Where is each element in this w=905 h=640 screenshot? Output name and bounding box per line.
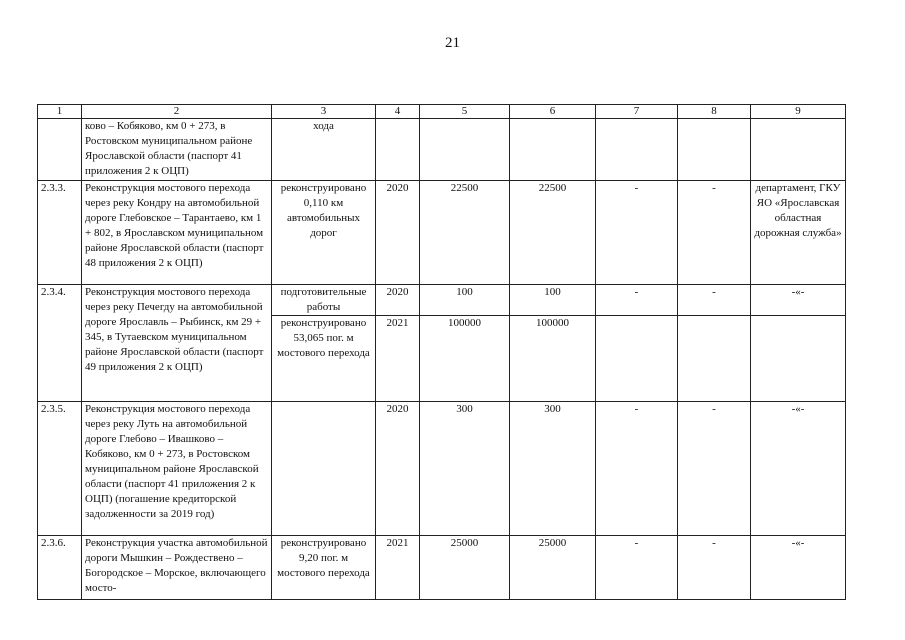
column-header: 1 (38, 105, 82, 119)
regional-budget: 100 (510, 285, 596, 316)
regional-budget (510, 119, 596, 181)
total-amount: 25000 (420, 536, 510, 600)
table-row (38, 285, 846, 316)
expected-result: реконструировано 53,065 пог. м мостового перехода (272, 316, 376, 402)
other-sources (678, 119, 751, 181)
expected-result: хода (272, 119, 376, 181)
column-header: 3 (272, 105, 376, 119)
column-number-row (38, 105, 846, 119)
column-header: 8 (678, 105, 751, 119)
federal-budget (596, 119, 678, 181)
regional-budget: 100000 (510, 316, 596, 402)
column-header: 2 (82, 105, 272, 119)
table-row (38, 119, 846, 181)
row-number: 2.3.4. (38, 285, 82, 402)
other-sources: - (678, 402, 751, 536)
program-table (37, 104, 846, 600)
table-row (38, 402, 846, 536)
regional-budget: 22500 (510, 181, 596, 285)
measure-name: Реконструкция мостового перехода через реку Луть на автомобильной дороге Глебово – Ивашково – Кобяково, км 0 + 273, в Ростовском муниципальном районе Ярославской области (паспорт 41 приложения 2 к ОЦП) (погашение кредиторской задолженности за 2019 год) (82, 402, 272, 536)
total-amount: 100000 (420, 316, 510, 402)
executor: -«- (751, 402, 846, 536)
federal-budget: - (596, 285, 678, 316)
column-header: 7 (596, 105, 678, 119)
total-amount: 100 (420, 285, 510, 316)
year: 2020 (376, 181, 420, 285)
table-row (38, 536, 846, 600)
column-header: 5 (420, 105, 510, 119)
page-number: 21 (445, 35, 460, 51)
column-header: 4 (376, 105, 420, 119)
federal-budget: - (596, 536, 678, 600)
other-sources: - (678, 536, 751, 600)
other-sources: - (678, 181, 751, 285)
regional-budget: 300 (510, 402, 596, 536)
expected-result: подготовительные работы (272, 285, 376, 316)
regional-budget: 25000 (510, 536, 596, 600)
measure-name: Реконструкция мостового перехода через реку Кондру на автомобильной дороге Глебовское – Тарантаево, км 1 + 802, в Ярославском муниципальном районе Ярославской области (паспорт 48 приложения 2 к ОЦП) (82, 181, 272, 285)
year (376, 119, 420, 181)
federal-budget (596, 316, 678, 402)
measure-name: Реконструкция мостового перехода через реку Печегду на автомобильной дороге Ярославль – Рыбинск, км 29 + 345, в Тутаевском муниципальном районе Ярославской области (паспорт 49 приложения 2 к ОЦП) (82, 285, 272, 402)
federal-budget: - (596, 181, 678, 285)
row-number: 2.3.5. (38, 402, 82, 536)
measure-name: Реконструкция участка автомобильной дороги Мышкин – Рождествено – Богородское – Морское, включающего мосто- (82, 536, 272, 600)
year: 2021 (376, 316, 420, 402)
executor: -«- (751, 536, 846, 600)
total-amount (420, 119, 510, 181)
column-header: 6 (510, 105, 596, 119)
row-number: 2.3.3. (38, 181, 82, 285)
other-sources (678, 316, 751, 402)
table-row (38, 181, 846, 285)
measure-name: ково – Кобяково, км 0 + 273, в Ростовском муниципальном районе Ярославской области (паспорт 41 приложения 2 к ОЦП) (82, 119, 272, 181)
expected-result: реконструировано 0,110 км автомобильных дорог (272, 181, 376, 285)
executor (751, 119, 846, 181)
total-amount: 300 (420, 402, 510, 536)
federal-budget: - (596, 402, 678, 536)
row-number (38, 119, 82, 181)
expected-result: реконструировано 9,20 пог. м мостового перехода (272, 536, 376, 600)
other-sources: - (678, 285, 751, 316)
executor: департамент, ГКУ ЯО «Ярославская областная дорожная служба» (751, 181, 846, 285)
year: 2021 (376, 536, 420, 600)
year: 2020 (376, 285, 420, 316)
row-number: 2.3.6. (38, 536, 82, 600)
executor (751, 316, 846, 402)
year: 2020 (376, 402, 420, 536)
column-header: 9 (751, 105, 846, 119)
expected-result (272, 402, 376, 536)
total-amount: 22500 (420, 181, 510, 285)
executor: -«- (751, 285, 846, 316)
